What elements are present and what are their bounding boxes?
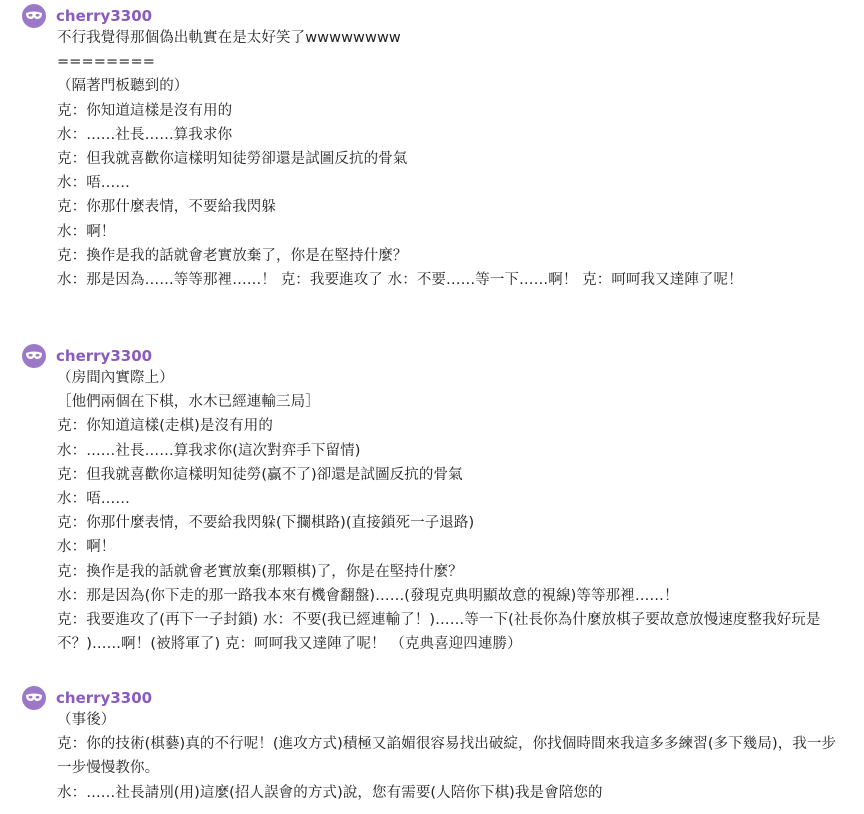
comment-line: 水：啊！ xyxy=(57,539,116,556)
comment-body xyxy=(57,366,842,656)
avatar[interactable] xyxy=(22,686,46,710)
comment-line: （隔著門板聽到的） xyxy=(57,78,189,95)
comment-line: 水：……社長……算我求你(這次對弈手下留情) xyxy=(57,442,361,459)
comment-header xyxy=(22,686,152,710)
avatar[interactable] xyxy=(22,4,46,28)
mask-icon xyxy=(25,693,43,703)
comment-header xyxy=(22,4,152,28)
username-link[interactable]: cherry3300 xyxy=(56,347,153,365)
comment-line: 克：換作是我的話就會老實放棄了，你是在堅持什麼？ xyxy=(57,247,408,264)
comment-body xyxy=(57,708,842,805)
comment-line: 克：你知道這樣(走棋)是沒有用的 xyxy=(57,418,273,435)
comment-line: 克：你那什麼表情，不要給我閃躲 xyxy=(57,199,276,216)
comment-line: 水：唔…… xyxy=(57,175,130,192)
username-link[interactable]: cherry3300 xyxy=(56,7,153,25)
avatar[interactable] xyxy=(22,344,46,368)
comment-line: （房間內實際上） xyxy=(57,370,174,386)
mask-icon xyxy=(25,351,43,361)
comment-line: ［他們兩個在下棋，水木已經連輸三局］ xyxy=(57,394,320,411)
comment-line: （事後） xyxy=(57,712,116,728)
comment-line: 克：但我就喜歡你這樣明知徒勞(贏不了)卻還是試圖反抗的骨氣 xyxy=(57,466,463,483)
comment-line: 水：啊！ xyxy=(57,223,116,240)
comment-line: 克：你知道這樣是沒有用的 xyxy=(57,102,233,119)
comment-header xyxy=(22,344,152,368)
comment-line: 克：但我就喜歡你這樣明知徒勞卻還是試圖反抗的骨氣 xyxy=(57,151,408,168)
comment-line: 克：換作是我的話就會老實放棄(那顆棋)了，你是在堅持什麼？ xyxy=(57,563,463,580)
comment-line: 水：……社長……算我求你 xyxy=(57,126,233,143)
comment-line: 水：那是因為……等等那裡……！ 克：我要進攻了 水：不要……等一下……啊！ 克：呵呵我又達陣了呢！ xyxy=(57,272,743,289)
comment-line: ======== xyxy=(57,54,155,71)
mask-icon xyxy=(25,11,43,21)
comment-body xyxy=(57,26,842,292)
comment-line: 克：你那什麼表情，不要給我閃躲(下攔棋路)(直接鎖死一子退路) xyxy=(57,515,475,532)
comment-line: 不行我覺得那個偽出軌實在是太好笑了wwwwwwww xyxy=(57,30,401,46)
comment-line: 水：那是因為(你下走的那一路我本來有機會翻盤)……(發現克典明顯故意的視線)等等那裡……！ xyxy=(57,587,679,604)
comment-line: 水：……社長請別(用)這麼(招人誤會的方式)說，您有需要(人陪你下棋)我是會陪您的 xyxy=(57,784,603,801)
comment-line: 克：我要進攻了(再下一子封鎖) 水：不要(我已經連輸了！)……等一下(社長你為什麼放棋子要故意放慢速度整我好玩是不？)……啊！(被將軍了) 克：呵呵我又達陣了呢！ （克典喜迎四連勝） xyxy=(57,612,821,653)
comment-line: 克：你的技術(棋藝)真的不行呢！(進攻方式)積極又諂媚很容易找出破綻，你找個時間來我這多多練習(多下幾局)，我一步一步慢慢教你。 xyxy=(57,736,837,777)
comment-line: 水：唔…… xyxy=(57,491,130,508)
username-link[interactable]: cherry3300 xyxy=(56,689,153,707)
